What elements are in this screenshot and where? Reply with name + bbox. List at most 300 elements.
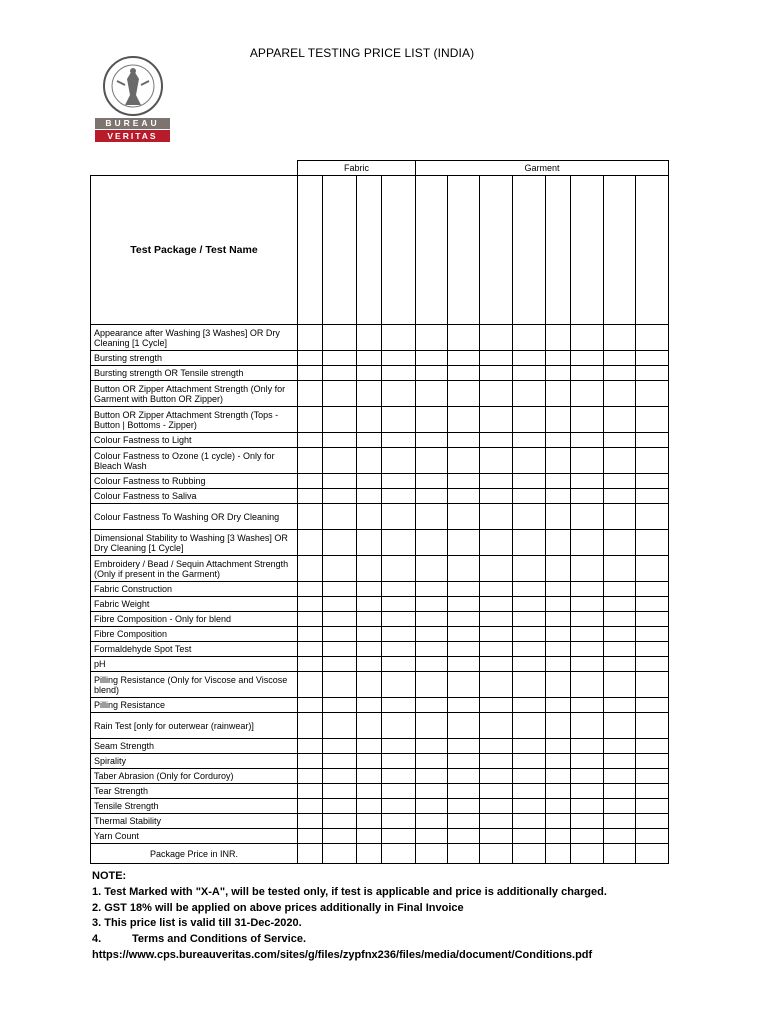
note-1: 1. Test Marked with "X-A", will be tested only, if test is applicable and price is additionally charged. (92, 885, 607, 898)
test-name-cell: Colour Fastness to Ozone (1 cycle) - Only for Bleach Wash (91, 448, 298, 474)
price-cell (298, 698, 323, 713)
price-cell (636, 474, 669, 489)
price-cell (357, 504, 382, 530)
price-cell (416, 448, 448, 474)
price-cell (323, 504, 357, 530)
price-cell (323, 698, 357, 713)
terms-url-link[interactable]: https://www.cps.bureauveritas.com/sites/g/files/zypfnx236/files/media/document/Conditions.pdf (92, 948, 593, 961)
price-cell (382, 754, 416, 769)
price-cell (546, 754, 571, 769)
price-cell (546, 814, 571, 829)
price-cell (298, 582, 323, 597)
price-cell (546, 769, 571, 784)
price-cell (382, 597, 416, 612)
price-cell (480, 351, 513, 366)
package-price-label: Package Price in INR. (91, 844, 298, 864)
price-cell (636, 713, 669, 739)
price-cell (357, 642, 382, 657)
price-cell (323, 769, 357, 784)
price-cell (604, 433, 636, 448)
price-cell (604, 799, 636, 814)
test-row (91, 504, 669, 530)
price-cell (571, 672, 604, 698)
package-price-cell (636, 844, 669, 864)
price-cell (416, 504, 448, 530)
price-cell (448, 627, 480, 642)
note-4-text: Terms and Conditions of Service. (132, 933, 306, 946)
price-cell (604, 829, 636, 844)
test-row (91, 474, 669, 489)
price-cell (480, 799, 513, 814)
price-cell (323, 829, 357, 844)
notes-heading: NOTE: (92, 870, 127, 882)
price-cell (448, 504, 480, 530)
price-cell (382, 489, 416, 504)
price-cell (298, 642, 323, 657)
price-cell (298, 474, 323, 489)
price-cell (416, 784, 448, 799)
price-cell (357, 698, 382, 713)
price-cell (636, 556, 669, 582)
package-price-cell (571, 844, 604, 864)
price-cell (571, 325, 604, 351)
price-cell (298, 407, 323, 433)
price-cell (513, 381, 546, 407)
test-name-cell: Colour Fastness to Saliva (91, 489, 298, 504)
price-cell (546, 582, 571, 597)
price-cell (298, 504, 323, 530)
price-cell (513, 407, 546, 433)
price-cell (448, 582, 480, 597)
price-cell (448, 556, 480, 582)
price-cell (571, 556, 604, 582)
price-cell (382, 530, 416, 556)
price-cell (323, 366, 357, 381)
price-cell (323, 407, 357, 433)
price-cell (298, 366, 323, 381)
bureau-veritas-logo (95, 55, 171, 143)
price-cell (513, 713, 546, 739)
package-price-cell (382, 844, 416, 864)
price-cell (357, 597, 382, 612)
price-cell (382, 612, 416, 627)
price-column-header-cell (323, 176, 357, 325)
price-cell (513, 474, 546, 489)
price-cell (357, 672, 382, 698)
price-cell (357, 582, 382, 597)
price-cell (382, 474, 416, 489)
price-cell (323, 739, 357, 754)
test-name-cell: Colour Fastness to Rubbing (91, 474, 298, 489)
test-name-cell: Colour Fastness to Light (91, 433, 298, 448)
test-name-cell: Fabric Construction (91, 582, 298, 597)
price-cell (546, 474, 571, 489)
price-cell (571, 627, 604, 642)
price-cell (571, 504, 604, 530)
price-cell (323, 489, 357, 504)
price-cell (546, 325, 571, 351)
price-cell (571, 784, 604, 799)
price-cell (571, 582, 604, 597)
price-cell (448, 642, 480, 657)
price-cell (323, 351, 357, 366)
price-cell (546, 489, 571, 504)
test-row (91, 739, 669, 754)
price-cell (546, 713, 571, 739)
test-row (91, 366, 669, 381)
price-cell (448, 433, 480, 448)
price-cell (448, 769, 480, 784)
note-4 (92, 932, 712, 948)
price-cell (480, 739, 513, 754)
price-cell (480, 582, 513, 597)
price-cell (416, 582, 448, 597)
price-cell (382, 325, 416, 351)
test-name-cell: Tear Strength (91, 784, 298, 799)
price-cell (298, 829, 323, 844)
price-cell (382, 769, 416, 784)
price-cell (513, 597, 546, 612)
price-cell (636, 381, 669, 407)
price-cell (546, 799, 571, 814)
price-cell (382, 799, 416, 814)
price-cell (448, 597, 480, 612)
price-cell (480, 642, 513, 657)
price-cell (480, 448, 513, 474)
test-name-cell: Thermal Stability (91, 814, 298, 829)
price-cell (513, 612, 546, 627)
price-cell (546, 698, 571, 713)
price-cell (357, 713, 382, 739)
logo-text-veritas: VERITAS (95, 130, 170, 142)
price-cell (513, 642, 546, 657)
price-cell (323, 530, 357, 556)
price-cell (357, 754, 382, 769)
price-cell (636, 627, 669, 642)
price-cell (298, 448, 323, 474)
price-cell (298, 769, 323, 784)
test-row (91, 407, 669, 433)
price-cell (382, 366, 416, 381)
price-cell (480, 474, 513, 489)
price-cell (546, 556, 571, 582)
price-cell (357, 474, 382, 489)
price-cell (298, 814, 323, 829)
price-cell (571, 769, 604, 784)
price-cell (448, 366, 480, 381)
test-row (91, 612, 669, 627)
price-cell (636, 799, 669, 814)
price-cell (513, 325, 546, 351)
test-row (91, 829, 669, 844)
test-row (91, 530, 669, 556)
price-cell (604, 556, 636, 582)
price-cell (636, 829, 669, 844)
price-cell (480, 489, 513, 504)
price-cell (298, 784, 323, 799)
price-cell (604, 504, 636, 530)
price-cell (604, 698, 636, 713)
test-row (91, 627, 669, 642)
price-cell (513, 672, 546, 698)
package-price-cell (357, 844, 382, 864)
price-cell (357, 556, 382, 582)
price-cell (513, 351, 546, 366)
price-cell (416, 325, 448, 351)
notes-section (92, 869, 712, 964)
package-price-cell (513, 844, 546, 864)
price-cell (448, 351, 480, 366)
test-row (91, 489, 669, 504)
price-cell (604, 325, 636, 351)
test-row (91, 713, 669, 739)
test-row (91, 698, 669, 713)
price-cell (636, 642, 669, 657)
price-cell (382, 504, 416, 530)
price-cell (357, 407, 382, 433)
logo-text-bureau: BUREAU (95, 118, 170, 129)
price-cell (323, 582, 357, 597)
price-cell (546, 433, 571, 448)
price-cell (382, 556, 416, 582)
price-cell (298, 325, 323, 351)
price-cell (571, 642, 604, 657)
price-cell (357, 448, 382, 474)
price-cell (571, 814, 604, 829)
price-cell (546, 612, 571, 627)
price-cell (448, 739, 480, 754)
price-cell (571, 657, 604, 672)
price-cell (636, 769, 669, 784)
price-cell (480, 814, 513, 829)
price-cell (357, 627, 382, 642)
price-cell (416, 366, 448, 381)
price-cell (546, 597, 571, 612)
price-column-header-cell (357, 176, 382, 325)
test-name-cell: Dimensional Stability to Washing [3 Washes] OR Dry Cleaning [1 Cycle] (91, 530, 298, 556)
price-cell (604, 814, 636, 829)
price-cell (416, 672, 448, 698)
price-cell (298, 597, 323, 612)
price-cell (448, 448, 480, 474)
price-cell (416, 799, 448, 814)
price-cell (636, 351, 669, 366)
price-cell (323, 657, 357, 672)
price-column-header-cell (604, 176, 636, 325)
test-name-cell: Button OR Zipper Attachment Strength (Only for Garment with Button OR Zipper) (91, 381, 298, 407)
test-row (91, 433, 669, 448)
test-name-cell: Bursting strength OR Tensile strength (91, 366, 298, 381)
price-cell (546, 642, 571, 657)
price-cell (357, 657, 382, 672)
price-cell (571, 799, 604, 814)
price-cell (480, 829, 513, 844)
price-cell (571, 597, 604, 612)
price-cell (448, 698, 480, 713)
price-cell (382, 698, 416, 713)
price-cell (357, 784, 382, 799)
document-title: APPAREL TESTING PRICE LIST (INDIA) (249, 46, 475, 60)
price-cell (546, 530, 571, 556)
price-cell (448, 530, 480, 556)
price-cell (571, 530, 604, 556)
price-cell (382, 433, 416, 448)
price-cell (513, 799, 546, 814)
header-blank-cell (91, 161, 298, 176)
price-cell (323, 433, 357, 448)
test-row (91, 784, 669, 799)
test-name-cell: Bursting strength (91, 351, 298, 366)
price-cell (604, 351, 636, 366)
price-cell (382, 351, 416, 366)
test-name-cell: Rain Test [only for outerwear (rainwear)] (91, 713, 298, 739)
price-column-header-cell (416, 176, 448, 325)
price-cell (382, 829, 416, 844)
price-cell (604, 672, 636, 698)
test-row (91, 325, 669, 351)
price-cell (636, 597, 669, 612)
price-cell (448, 799, 480, 814)
price-cell (571, 448, 604, 474)
price-cell (546, 627, 571, 642)
price-cell (357, 325, 382, 351)
price-cell (382, 672, 416, 698)
test-row (91, 754, 669, 769)
price-cell (323, 556, 357, 582)
price-cell (416, 597, 448, 612)
price-cell (604, 769, 636, 784)
price-cell (513, 657, 546, 672)
price-cell (298, 739, 323, 754)
price-cell (323, 597, 357, 612)
price-cell (480, 769, 513, 784)
test-row (91, 799, 669, 814)
price-cell (480, 612, 513, 627)
test-row (91, 351, 669, 366)
price-cell (480, 754, 513, 769)
price-cell (513, 448, 546, 474)
price-cell (357, 769, 382, 784)
package-price-cell (416, 844, 448, 864)
price-cell (298, 713, 323, 739)
price-cell (357, 829, 382, 844)
price-cell (513, 504, 546, 530)
price-cell (480, 713, 513, 739)
price-cell (416, 829, 448, 844)
price-cell (357, 381, 382, 407)
price-cell (323, 799, 357, 814)
price-cell (604, 448, 636, 474)
package-price-cell (448, 844, 480, 864)
price-cell (513, 769, 546, 784)
price-cell (416, 556, 448, 582)
test-row (91, 582, 669, 597)
price-cell (382, 448, 416, 474)
package-price-cell (546, 844, 571, 864)
price-cell (513, 530, 546, 556)
price-cell (298, 433, 323, 448)
price-cell (513, 433, 546, 448)
price-cell (546, 381, 571, 407)
price-cell (604, 627, 636, 642)
price-cell (571, 713, 604, 739)
price-cell (571, 433, 604, 448)
price-cell (416, 769, 448, 784)
price-cell (357, 351, 382, 366)
price-cell (571, 407, 604, 433)
price-cell (546, 504, 571, 530)
price-cell (416, 739, 448, 754)
price-cell (448, 325, 480, 351)
price-cell (571, 489, 604, 504)
test-row (91, 448, 669, 474)
price-cell (546, 739, 571, 754)
price-cell (382, 739, 416, 754)
price-cell (298, 381, 323, 407)
price-cell (546, 657, 571, 672)
price-cell (298, 351, 323, 366)
price-cell (480, 530, 513, 556)
price-cell (636, 530, 669, 556)
test-name-cell: Fabric Weight (91, 597, 298, 612)
price-cell (571, 351, 604, 366)
price-cell (636, 407, 669, 433)
price-cell (480, 504, 513, 530)
price-cell (604, 642, 636, 657)
price-cell (357, 366, 382, 381)
price-cell (382, 657, 416, 672)
price-cell (480, 672, 513, 698)
price-cell (357, 612, 382, 627)
price-cell (480, 784, 513, 799)
price-cell (323, 784, 357, 799)
price-cell (480, 657, 513, 672)
test-row (91, 556, 669, 582)
test-name-cell: Button OR Zipper Attachment Strength (Tops - Button | Bottoms - Zipper) (91, 407, 298, 433)
price-cell (323, 474, 357, 489)
price-cell (571, 612, 604, 627)
price-cell (604, 407, 636, 433)
price-cell (636, 698, 669, 713)
price-column-header-cell (571, 176, 604, 325)
price-cell (636, 325, 669, 351)
test-name-cell: Fibre Composition (91, 627, 298, 642)
price-cell (513, 582, 546, 597)
test-name-cell: Formaldehyde Spot Test (91, 642, 298, 657)
price-cell (323, 814, 357, 829)
package-price-row (91, 844, 669, 864)
price-cell (416, 814, 448, 829)
price-cell (636, 814, 669, 829)
price-cell (546, 351, 571, 366)
price-cell (448, 713, 480, 739)
price-cell (571, 366, 604, 381)
test-row (91, 597, 669, 612)
price-cell (636, 754, 669, 769)
price-cell (298, 530, 323, 556)
price-cell (357, 814, 382, 829)
price-cell (416, 433, 448, 448)
price-cell (382, 407, 416, 433)
price-cell (382, 582, 416, 597)
package-price-cell (298, 844, 323, 864)
price-cell (480, 325, 513, 351)
test-name-cell: Taber Abrasion (Only for Corduroy) (91, 769, 298, 784)
price-cell (323, 754, 357, 769)
garment-group-header: Garment (416, 161, 669, 176)
price-cell (604, 366, 636, 381)
test-name-cell: Pilling Resistance (Only for Viscose and Viscose blend) (91, 672, 298, 698)
